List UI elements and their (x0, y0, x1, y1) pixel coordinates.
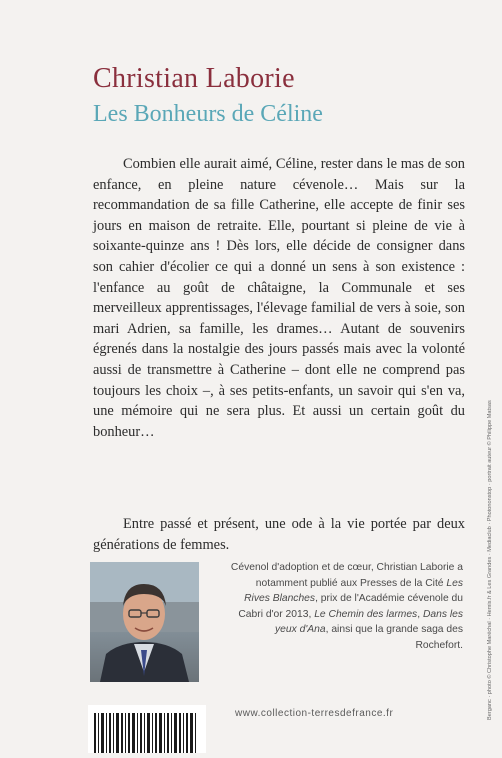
work-title: Les Rives Blanches (244, 577, 463, 605)
author-bio: Cévenol d'adoption et de cœur, Christian Laborie a notamment publié aux Presses de la Cité Les Rives Blanches, prix de l'Académie cévenole du Cabri d'or 2013, Le Chemin des larmes, Dans les yeux d'Ana, ainsi que la grande saga des Rochefort. (230, 562, 463, 651)
photo-credits: Berganc · photo © Christophe Maréchal · Hemis.fr & Les Grandes · Mediaclub · Photononstop · portrait auteur © Philippe Matsas (487, 400, 493, 720)
author-photo (90, 562, 199, 682)
work-title: Le Chemin des larmes (314, 608, 418, 620)
author-portrait-illustration (90, 562, 199, 682)
barcode-panel (88, 705, 206, 753)
website-url: www.collection-terresdefrance.fr (235, 708, 394, 719)
tagline-paragraph: Entre passé et présent, une ode à la vie portée par deux générations de femmes. (93, 516, 465, 553)
blurb-paragraph: Combien elle aurait aimé, Céline, rester dans le mas de son enfance, en pleine nature cévenole… Mais sur la recommandation de sa fille Catherine, elle accepte de finir ses jours en maison de retraite. Elle, pourtant si pleine de vie à soixante-quinze ans ! Dès lors, elle décide de consigner dans son cahier d'écolier ce qui a donné un sens à son existence : l'enfance au goût de châtaigne, la Communale et ses merveilleux apprentissages, l'élevage familial de vers à soie, son mari Adrien, sa famille, les drames… Autant de souvenirs égrenés dans la nostalgie des jours passés mais avec la volonté aussi de transmettre à Catherine – dont elle ne comprend pas toujours les choix –, à ses petits-enfants, un savoir qui s'en va, une mémoire qui ne sera plus. Et aussi un certain goût du bonheur… (93, 156, 465, 440)
blurb-text (93, 154, 465, 442)
barcode-icon (88, 705, 206, 753)
author-name: Christian Laborie (93, 63, 295, 94)
work-title: Dans les yeux d'Ana (274, 608, 463, 636)
tagline-text (93, 514, 465, 555)
book-title: Les Bonheurs de Céline (93, 101, 323, 127)
